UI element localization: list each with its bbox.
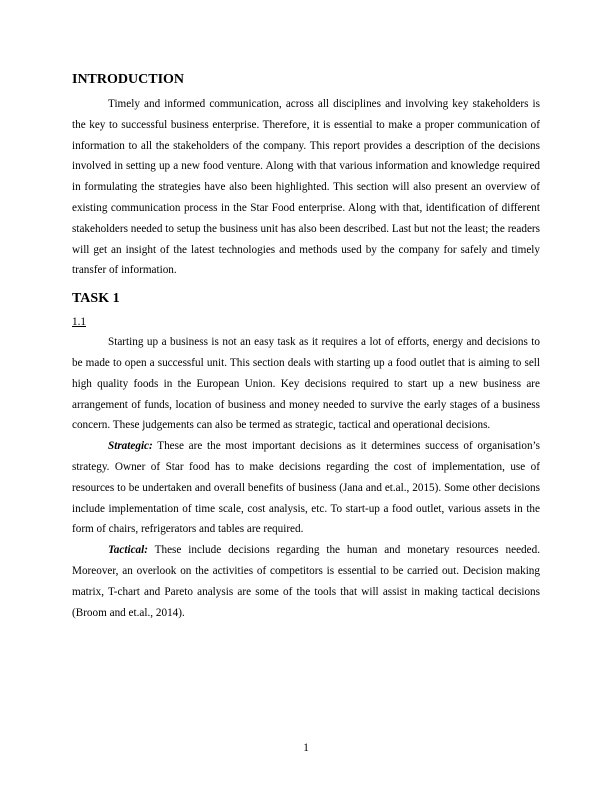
strategic-paragraph xyxy=(72,436,540,540)
tactical-text: These include decisions regarding the human and monetary resources needed. Moreover, an overlook on the activities of competitors is essential to be carried out. Decision making matrix, T-chart and Pareto analysis are some of the tools that will assist in making tactical decisions (Broom and et.al., 2014). xyxy=(72,544,540,619)
introduction-paragraph: Timely and informed communication, across all disciplines and involving key stakeholders is the key to successful business enterprise. Therefore, it is essential to make a proper communication of information to all the stakeholders of the company. This report provides a description of the decisions involved in setting up a new food venture. Along with that various information and knowledge required in formulating the strategies have also been highlighted. This section will also present an overview of existing communication process in the Star Food enterprise. Along with that, identification of different stakeholders needed to setup the business unit has also been described. Last but not the least; the readers will get an insight of the latest technologies and methods used by the company for safely and timely transfer of information. xyxy=(72,98,540,277)
strategic-term: Strategic: xyxy=(108,440,153,453)
task1-paragraph-1: Starting up a business is not an easy task as it requires a lot of efforts, energy and decisions to be made to open a successful unit. This section deals with starting up a food outlet that is aiming to sell high quality foods in the European Union. Key decisions required to start up a new business are arrangement of funds, location of business and money needed to survive the early stages of a business concern. These judgements can also be termed as strategic, tactical and operational decisions. xyxy=(72,336,540,432)
subsection-number: 1.1 xyxy=(72,316,86,329)
section-spacer xyxy=(72,281,540,289)
page-content xyxy=(72,70,540,623)
introduction-heading: INTRODUCTION xyxy=(72,72,185,87)
tactical-term: Tactical: xyxy=(108,544,148,557)
strategic-text: These are the most important decisions as it determines success of organisation’s strategy. Owner of Star food has to make decisions regarding the cost of implementation, use of resources to be undertaken and overall benefits of business (Jana and et.al., 2015). Some other decisions include implementation of time scale, cost analysis, etc. To start-up a food outlet, various assets in the form of chairs, refrigerators and tables are required. xyxy=(72,440,540,536)
tactical-paragraph xyxy=(72,540,540,623)
page-number: 1 xyxy=(303,742,309,754)
task1-heading: TASK 1 xyxy=(72,291,120,307)
